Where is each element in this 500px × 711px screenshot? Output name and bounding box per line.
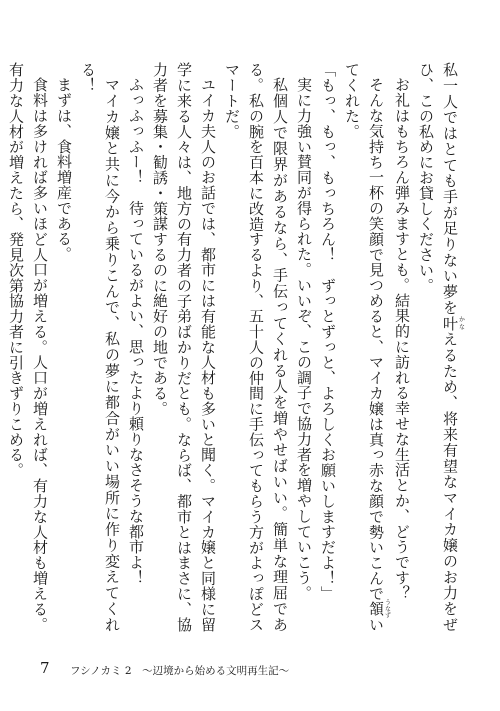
paragraph-10: まずは、食料増産である。 <box>55 77 73 262</box>
paragraph-9: マイカ嬢と共に今から乗りこんで、私の夢に都合がいい場所に作り変えてくれる！ <box>79 62 121 632</box>
p1-a: 私一人ではとても手が足りない夢を <box>441 62 459 316</box>
paragraph-8: ふっふっふー！ 待っているがよい、思ったより頼りなさそうな都市よ！ <box>127 77 145 586</box>
p3-a: そんな気持ち一杯の笑顔で見つめると、マイカ嬢は真っ赤な顔で勢いこんで <box>367 77 385 602</box>
paragraph-2: お礼はもちろん弾みますとも。結果的に訪れる幸せな生活とか、どうです？ <box>393 77 411 601</box>
paragraph-7: ユイカ夫人のお話では、都市には有能な人材も多いと聞く。マイカ嬢と同様に留学に来る人々は、地方の有力者の子弟ばかりだとも。ならば、都市とはまさに、協力者を募集・勧誘・策謀するのに絶好の地である。 <box>151 62 217 632</box>
p3-b: いてくれた。 <box>343 62 385 632</box>
running-title: フシノカミ 2 ～辺境から始める文明再生記～ <box>70 665 290 677</box>
paragraph-5: 実に力強い賛同が得られた。いいぞ、この調子で協力者を増やしていこう。 <box>295 77 313 601</box>
ruby-unazu: 頷うなず <box>367 599 391 619</box>
ruby-kanai: 叶かな <box>441 315 465 332</box>
body-text <box>0 62 464 632</box>
paragraph-3 <box>340 62 390 632</box>
page-number: 7 <box>40 659 50 677</box>
paragraph-6: 私個人で限界があるなら、手伝ってくれる人を増やせばいい。簡単な理屈である。私の腕を百本に改造するより、五十人の仲間に手伝ってもらう方がよっぽどスマートだ。 <box>223 62 289 632</box>
paragraph-11: 食料は多ければ多いほど人口が増える。人口が増えれば、有力な人材も増える。有力な人材が増えたら、発見次第協力者に引きずりこめる。 <box>7 62 49 632</box>
paragraph-4: 「もっ、もっ、もっちろん！ ずっとずっと、よろしくお願いしますだよ！」 <box>319 62 337 601</box>
paragraph-12 <box>0 62 4 632</box>
p1-b: えるため、将来有望なマイカ嬢のお力をぜひ、この私めにお貸しください。 <box>417 62 459 633</box>
paragraph-1 <box>414 62 464 632</box>
